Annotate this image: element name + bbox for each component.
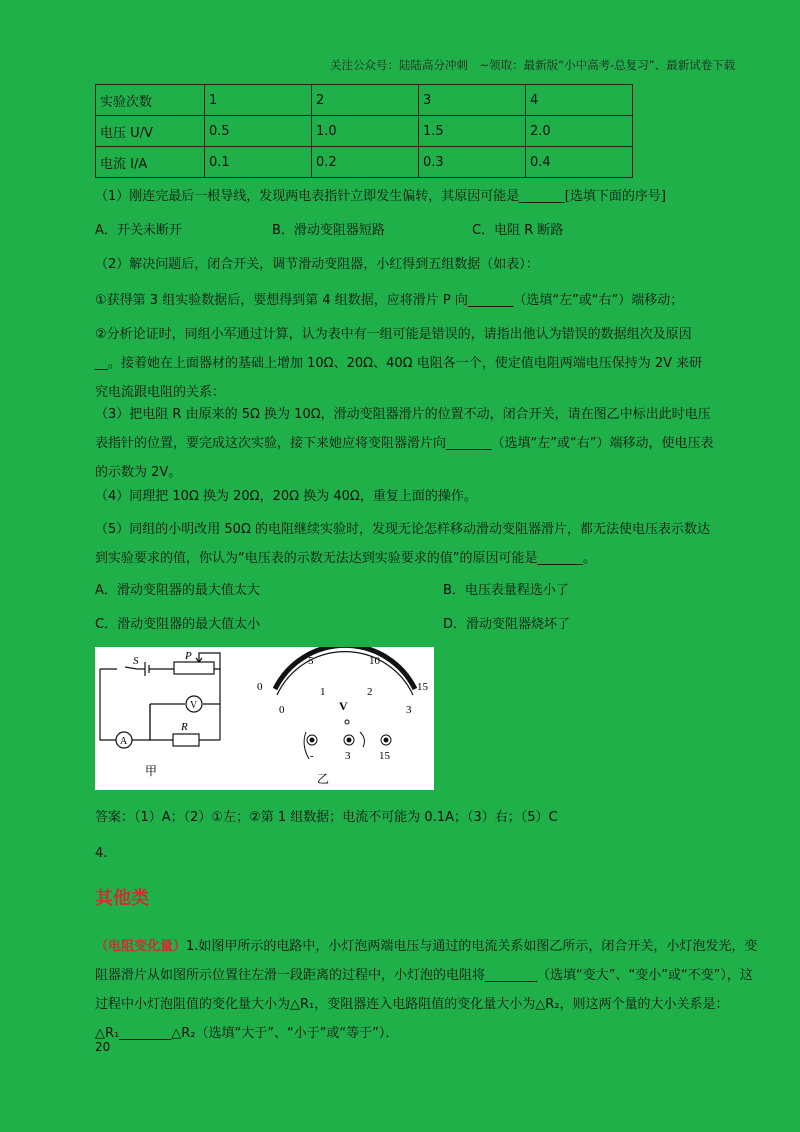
table-row (96, 116, 633, 147)
table-cell: 2 (312, 85, 419, 116)
table-cell: 0.1 (205, 147, 312, 178)
table-cell: 3 (419, 85, 526, 116)
table-cell: 1.0 (312, 116, 419, 147)
meter-bottom-2: 2 (367, 686, 373, 698)
q5-option-b: B．电压表量程选小了 (443, 583, 569, 598)
meter-bottom-3: 3 (406, 704, 412, 716)
table-cell: 4 (526, 85, 633, 116)
meter-v-label: V (339, 699, 348, 713)
item-number: 4. (95, 846, 108, 861)
table-cell: 0.5 (205, 116, 312, 147)
voltmeter-dial (275, 647, 415, 695)
question-3: （3）把电阻 R 由原来的 5Ω 换为 10Ω，滑动变阻器滑片的位置不动，闭合开关，请在图乙中标出此时电压表指针的位置，要完成这次实验，接下来她应将变阻器滑片向_______（选填“左”或“右”）端移动，使电压表的示数为 2V。 (95, 407, 714, 480)
question-other-1 (95, 932, 765, 1048)
q5-option-a: A．滑动变阻器的最大值太大 (95, 583, 260, 598)
table-cell: 1.5 (419, 116, 526, 147)
q1-option-b: B．滑动变阻器短路 (272, 223, 385, 238)
table-cell: 0.2 (312, 147, 419, 178)
question-5: （5）同组的小明改用 50Ω 的电阻继续实验时，发现无论怎样移动滑动变阻器滑片，都无法使电压表示数达到实验要求的值，你认为“电压表的示数无法达到实验要求的值”的原因可能是_______。 (95, 522, 711, 566)
figure-label-jia: 甲 (145, 764, 158, 778)
figure-label-yi: 乙 (317, 772, 330, 786)
voltmeter-label: V (190, 700, 198, 711)
page-number: 20 (95, 1040, 111, 1054)
circuit-diagram-jia (100, 653, 220, 748)
section-title: 其他类 (95, 888, 149, 909)
meter-bottom-0: 0 (279, 704, 285, 716)
ammeter-label: A (120, 736, 128, 747)
table-cell: 0.4 (526, 147, 633, 178)
q5-option-c: C．滑动变阻器的最大值太小 (95, 617, 261, 632)
experiment-table (95, 84, 633, 178)
resistor-label: R (181, 721, 188, 733)
terminal-minus: - (310, 750, 314, 762)
table-row (96, 147, 633, 178)
question-2-2: ②分析论证时，同组小军通过计算，认为表中有一组可能是错误的，请指出他认为错误的数据组次及原因__。接着她在上面器材的基础上增加 10Ω、20Ω、40Ω 电阻各一个，使定值电阻两端电压保持为 2V 来研究电流跟电阻的关系： (95, 327, 703, 400)
answer-line: 答案：（1）A；（2）①左；②第 1 组数据；电流不可能为 0.1A；（3）右；（5）C (95, 810, 558, 825)
slider-label: P (185, 650, 192, 662)
meter-top-15: 15 (417, 681, 428, 693)
meter-top-0: 0 (257, 681, 263, 693)
q1-option-a: A．开关未断开 (95, 223, 182, 238)
question-4: （4）同理把 10Ω 换为 20Ω，20Ω 换为 40Ω，重复上面的操作。 (95, 489, 477, 504)
terminal-3: 3 (345, 750, 351, 762)
switch-label: S (133, 655, 139, 667)
table-cell: 2.0 (526, 116, 633, 147)
table-cell: 电压 U/V (96, 116, 205, 147)
table-cell: 1 (205, 85, 312, 116)
meter-top-5: 5 (308, 655, 314, 667)
question-tag: （电阻变化量） (95, 939, 187, 954)
meter-top-10: 10 (369, 655, 380, 667)
question-text: 1.如图甲所示的电路中，小灯泡两端电压与通过的电流关系如图乙所示，闭合开关，小灯泡发光，变阻器滑片从如图所示位置往左滑一段距离的过程中，小灯泡的电阻将________（选填“变大”、“变小”或“不变”），这过程中小灯泡阻值的变化量大小为△R₁，变阻器连入电路阻值的变化量大小为△R₂，则这两个量的大小关系是：△R₁________△R₂（选填“大于”、“小于”或“等于”）． (95, 939, 758, 1041)
terminal-15: 15 (379, 750, 390, 762)
question-2-1: ①获得第 3 组实验数据后，要想得到第 4 组数据，应将滑片 P 向_______（选填“左”或“右”）端移动； (95, 293, 684, 308)
circuit-figure (95, 647, 434, 790)
table-cell: 电流 I/A (96, 147, 205, 178)
meter-bottom-1: 1 (320, 686, 326, 698)
q5-option-d: D．滑动变阻器烧坏了 (443, 617, 571, 632)
table-cell: 实验次数 (96, 85, 205, 116)
page-header: 关注公众号：陆陆高分冲刺 ~领取：最新版“小中高考-总复习”、最新试卷下载 (330, 58, 736, 72)
question-2: （2）解决问题后，闭合开关，调节滑动变阻器，小红得到五组数据（如表）： (95, 257, 539, 272)
q1-option-c: C．电阻 R 断路 (472, 223, 564, 238)
table-cell: 0.3 (419, 147, 526, 178)
question-1: （1）刚连完最后一根导线，发现两电表指针立即发生偏转，其原因可能是_______[选填下面的序号] (95, 189, 666, 204)
table-row (96, 85, 633, 116)
